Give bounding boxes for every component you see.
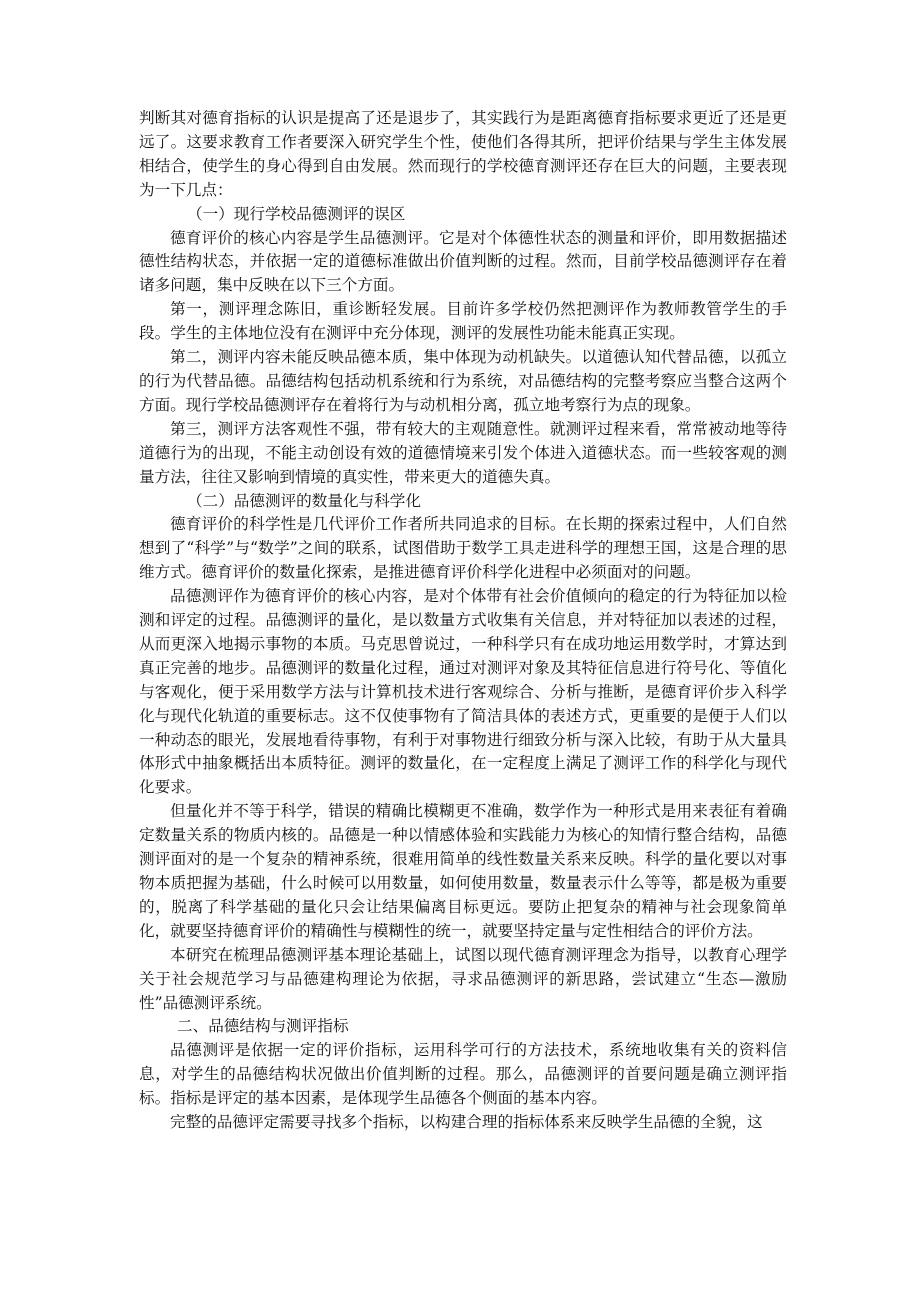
paragraph: 判断其对德育指标的认识是提高了还是退步了，其实践行为是距离德育指标要求更近了还是更远了。这要求教育工作者要深入研究学生个性，使他们各得其所，把评价结果与学生主体发展相结合，使学生的身心得到自由发展。然而现行的学校德育测评还存在巨大的问题，主要表现为一下几点： — [139, 109, 787, 199]
paragraph: 德育评价的核心内容是学生品德测评。它是对个体德性状态的测量和评价，即用数据描述德性结构状态，并依据一定的道德标准做出价值判断的过程。然而，目前学校品德测评存在着诸多问题，集中反映在以下三个方面。 — [139, 228, 787, 295]
section-subheading: （一）现行学校品德测评的误区 — [187, 204, 406, 223]
paragraph: 完整的品德评定需要寻找多个指标，以构建合理的指标体系来反映学生品德的全貌，这 — [170, 1113, 763, 1132]
paragraph: 品德测评作为德育评价的核心内容，是对个体带有社会价值倾向的稳定的行为特征加以检测和评定的过程。品德测评的量化，是以数量方式收集有关信息，并对特征加以表述的过程，从而更深入地揭示事物的本质。马克思曾说过，一种科学只有在成功地运用数学时，才算达到真正完善的地步。品德测评的数量化过程，通过对测评对象及其特征信息进行符号化、等值化与客观化，便于采用数学方法与计算机技术进行客观综合、分析与推断，是德育评价步入科学化与现代化轨道的重要标志。这不仅使事物有了简洁具体的表述方式，更重要的是便于人们以一种动态的眼光，发展地看待事物，有利于对事物进行细致分析与深入比较，有助于从大量具体形式中抽象概括出本质特征。测评的数量化，在一定程度上满足了测评工作的科学化与现代化要求。 — [139, 587, 787, 797]
paragraph: 德育评价的科学性是几代评价工作者所共同追求的目标。在长期的探索过程中，人们自然想到了“科学”与“数学”之间的联系，试图借助于数学工具走进科学的理想王国，这是合理的思维方式。德育评价的数量化探索，是推进德育评价科学化进程中必须面对的问题。 — [139, 515, 787, 582]
paragraph: 但量化并不等于科学，错误的精确比模糊更不准确，数学作为一种形式是用来表征有着确定数量关系的物质内核的。品德是一种以情感体验和实践能力为核心的知情行整合结构，品德测评面对的是一个复杂的精神系统，很难用简单的线性数量关系来反映。科学的量化要以对事物本质把握为基础，什么时候可以用数量，如何使用数量，数量表示什么等等，都是极为重要的，脱离了科学基础的量化只会让结果偏离目标更远。要防止把复杂的精神与社会现象简单化，就要坚持德育评价的精确性与模糊性的统一，就要坚持定量与定性相结合的评价方法。 — [139, 802, 787, 940]
paragraph: 第一，测评理念陈旧，重诊断轻发展。目前许多学校仍然把测评作为教师教管学生的手段。学生的主体地位没有在测评中充分体现，测评的发展性功能未能真正实现。 — [139, 300, 787, 343]
paragraph: 本研究在梳理品德测评基本理论基础上，试图以现代德育测评理念为指导，以教育心理学关于社会规范学习与品德建构理论为依据，寻求品德测评的新思路，尝试建立“生态—激励性”品德测评系统。 — [139, 945, 787, 1012]
paragraph: 第三，测评方法客观性不强，带有较大的主观随意性。就测评过程来看，常常被动地等待道德行为的出现，不能主动创设有效的道德情境来引发个体进入道德状态。而一些较客观的测量方法，往往又影响到情境的真实性，带来更大的道德失真。 — [139, 419, 787, 486]
document-page — [139, 107, 787, 1135]
paragraph: 品德测评是依据一定的评价指标，运用科学可行的方法技术，系统地收集有关的资料信息，对学生的品德结构状况做出价值判断的过程。那么，品德测评的首要问题是确立测评指标。指标是评定的基本因素，是体现学生品德各个侧面的基本内容。 — [139, 1041, 787, 1108]
section-subheading: （二）品德测评的数量化与科学化 — [187, 491, 421, 510]
paragraph: 第二，测评内容未能反映品德本质，集中体现为动机缺失。以道德认知代替品德，以孤立的行为代替品德。品德结构包括动机系统和行为系统，对品德结构的完整考察应当整合这两个方面。现行学校品德测评存在着将行为与动机相分离，孤立地考察行为点的现象。 — [139, 348, 787, 414]
section-heading: 二、品德结构与测评指标 — [177, 1017, 349, 1036]
